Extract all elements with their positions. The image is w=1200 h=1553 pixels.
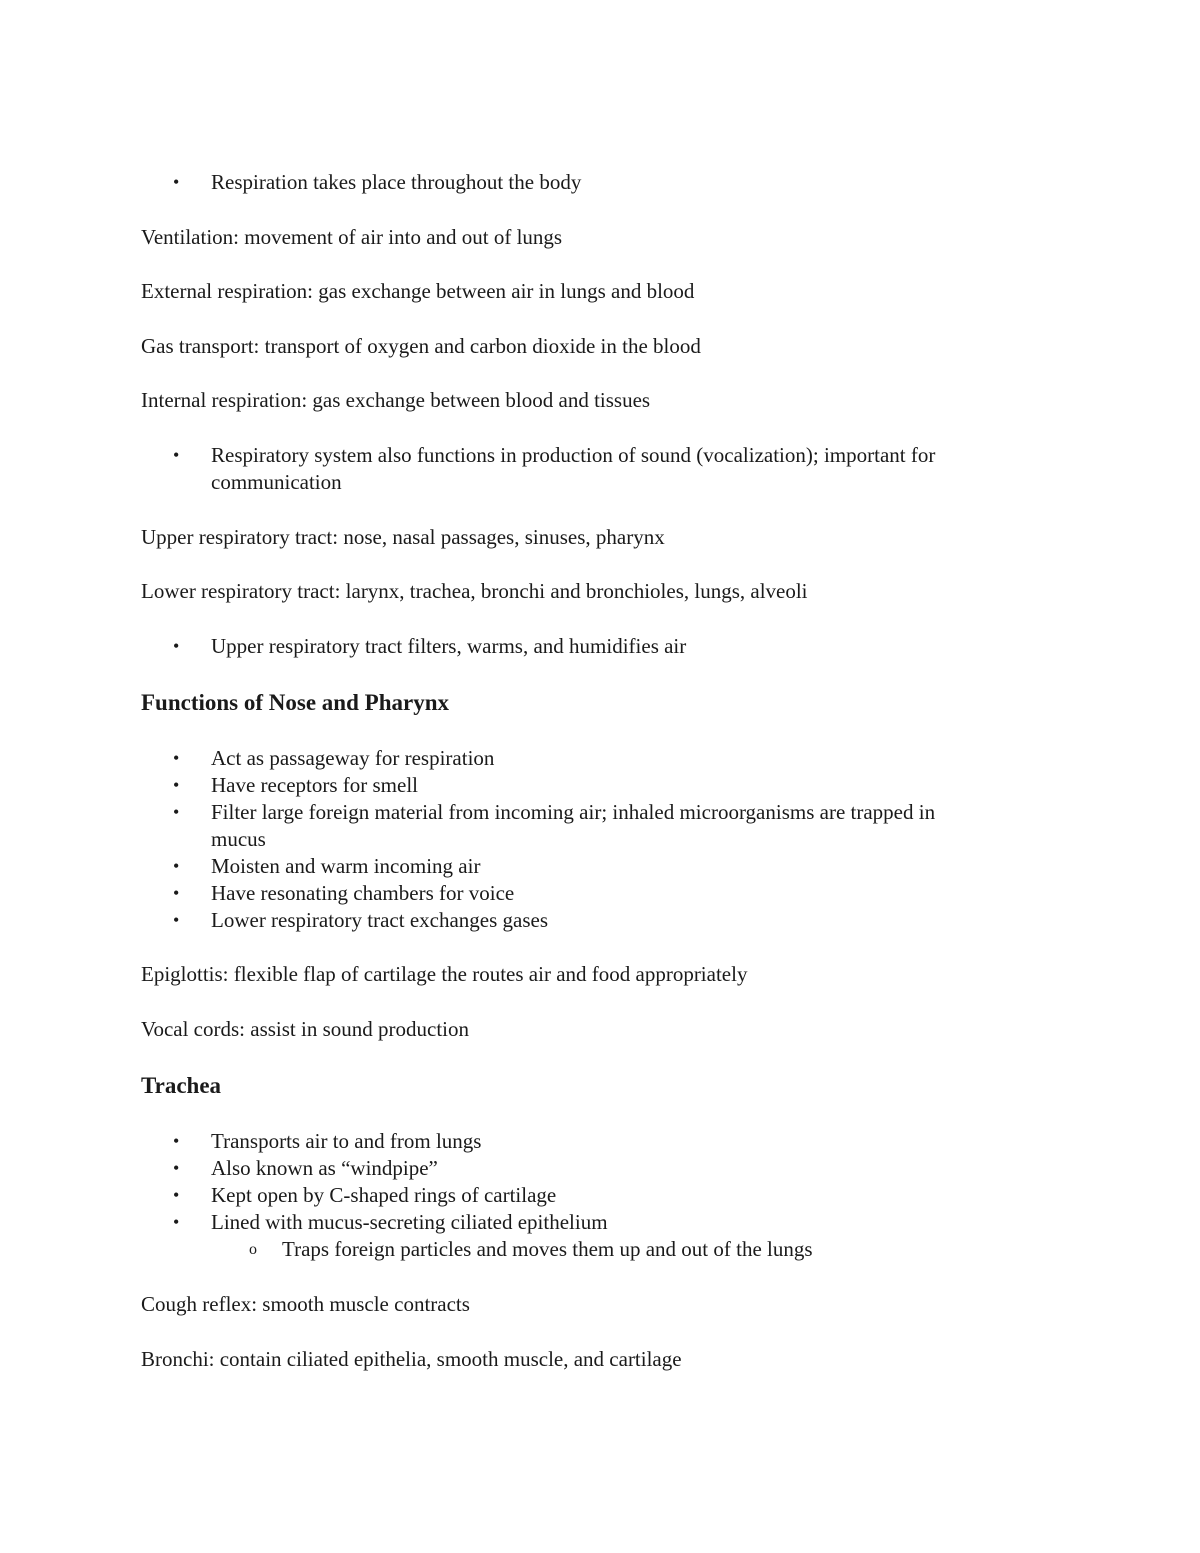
list-item-text: Respiration takes place throughout the body — [211, 170, 582, 194]
definition-vocal-cords: Vocal cords: assist in sound production — [141, 1017, 470, 1041]
bullet-icon: • — [173, 883, 180, 903]
list-item-text: Have resonating chambers for voice — [211, 881, 515, 905]
bullet-icon: • — [173, 1158, 180, 1178]
list-item-text: mucus — [211, 827, 266, 851]
definition-ventilation: Ventilation: movement of air into and out of lungs — [141, 225, 563, 249]
list-item-text: Moisten and warm incoming air — [211, 854, 481, 878]
bullet-icon: • — [173, 1131, 180, 1151]
bullet-icon: • — [173, 802, 180, 822]
list-item-text: communication — [211, 470, 342, 494]
list-item-text: Filter large foreign material from incoming air; inhaled microorganisms are trapped in — [211, 800, 936, 824]
section-heading-nose-pharynx: Functions of Nose and Pharynx — [141, 690, 449, 715]
list-item-text: Lined with mucus-secreting ciliated epithelium — [211, 1210, 608, 1234]
bullet-icon: • — [173, 636, 180, 656]
section-heading-trachea: Trachea — [141, 1073, 222, 1098]
list-item-text: Lower respiratory tract exchanges gases — [211, 908, 549, 932]
definition-cough-reflex: Cough reflex: smooth muscle contracts — [141, 1292, 470, 1316]
bullet-icon: • — [173, 775, 180, 795]
definition-epiglottis: Epiglottis: flexible flap of cartilage the routes air and food appropriately — [141, 962, 748, 986]
bullet-icon: • — [173, 856, 180, 876]
bullet-icon: • — [173, 910, 180, 930]
definition-gas-transport: Gas transport: transport of oxygen and carbon dioxide in the blood — [141, 334, 701, 358]
list-item-text: Have receptors for smell — [211, 773, 418, 797]
bullet-icon: • — [173, 1185, 180, 1205]
list-item-text: Transports air to and from lungs — [211, 1129, 482, 1153]
list-item-text: Upper respiratory tract filters, warms, and humidifies air — [211, 634, 687, 658]
bullet-icon: • — [173, 445, 180, 465]
definition-external-respiration: External respiration: gas exchange between air in lungs and blood — [141, 279, 695, 303]
bullet-icon: • — [173, 1212, 180, 1232]
list-item-text: Also known as “windpipe” — [211, 1156, 438, 1180]
sub-bullet-icon: o — [249, 1241, 257, 1258]
sub-list-item-text: Traps foreign particles and moves them up and out of the lungs — [282, 1237, 813, 1261]
list-item-text: Respiratory system also functions in production of sound (vocalization); important for — [211, 443, 936, 467]
definition-bronchi: Bronchi: contain ciliated epithelia, smooth muscle, and cartilage — [141, 1347, 682, 1371]
definition-upper-respiratory-tract: Upper respiratory tract: nose, nasal passages, sinuses, pharynx — [141, 525, 665, 549]
bullet-icon: • — [173, 748, 180, 768]
list-item-text: Kept open by C-shaped rings of cartilage — [211, 1183, 557, 1207]
list-item-text: Act as passageway for respiration — [211, 746, 495, 770]
bullet-icon: • — [173, 172, 180, 192]
definition-internal-respiration: Internal respiration: gas exchange between blood and tissues — [141, 388, 651, 412]
definition-lower-respiratory-tract: Lower respiratory tract: larynx, trachea, bronchi and bronchioles, lungs, alveoli — [141, 579, 808, 603]
